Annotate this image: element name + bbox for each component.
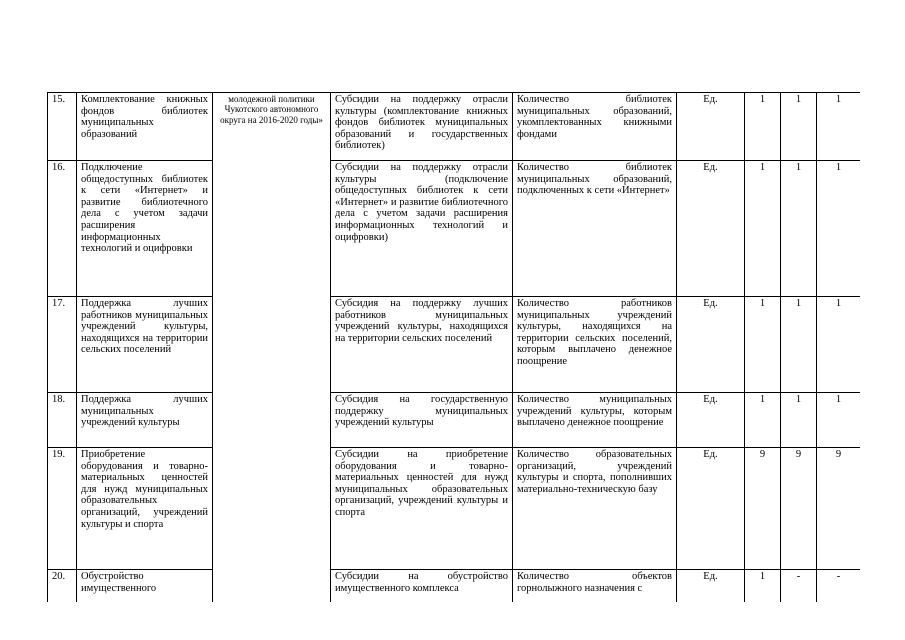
event-name: Обустройство имущественного xyxy=(77,570,213,603)
event-name: Поддержка лучших работников муниципальных учреждений культуры, находящихся на территории сельских поселений xyxy=(77,297,213,393)
indicator-name: Количество образовательных организаций, учреждений культуры и спорта, пополнивших материально-техническую базу xyxy=(513,448,677,570)
value-cell: 1 xyxy=(817,393,861,448)
value-cell: 1 xyxy=(781,393,817,448)
unit-cell: Ед. xyxy=(677,297,745,393)
row-number: 17. xyxy=(48,297,77,393)
event-name: Комплектование книжных фондов библиотек муниципальных образований xyxy=(77,93,213,161)
subsidy-name: Субсидии на обустройство имущественного комплекса xyxy=(331,570,513,603)
program-table xyxy=(47,92,860,602)
unit-cell: Ед. xyxy=(677,570,745,603)
row-number: 16. xyxy=(48,161,77,297)
event-name: Поддержка лучших муниципальных учреждений культуры xyxy=(77,393,213,448)
row-number: 15. xyxy=(48,93,77,161)
value-cell: 1 xyxy=(781,93,817,161)
subsidy-name: Субсидия на поддержку лучших работников муниципальных учреждений культуры, находящихся на территории сельских поселений xyxy=(331,297,513,393)
value-cell: 1 xyxy=(817,93,861,161)
value-cell: 9 xyxy=(817,448,861,570)
subsidy-name: Субсидии на поддержку отрасли культуры (комплектование книжных фондов библиотек муниципальных образований и государственных библиотек) xyxy=(331,93,513,161)
program-name: молодежной политики Чукотского автономного округа на 2016-2020 годы» xyxy=(213,93,331,603)
unit-cell: Ед. xyxy=(677,393,745,448)
indicator-name: Количество объектов горнолыжного назначения с xyxy=(513,570,677,603)
table-row xyxy=(48,161,861,297)
indicator-name: Количество муниципальных учреждений культуры, которым выплачено денежное поощрение xyxy=(513,393,677,448)
value-cell: 1 xyxy=(781,161,817,297)
indicator-name: Количество библиотек муниципальных образований, подключенных к сети «Интернет» xyxy=(513,161,677,297)
value-cell: 1 xyxy=(745,161,781,297)
indicator-name: Количество работников муниципальных учреждений культуры, находящихся на территории сельских поселений, которым выплачено денежное поощрение xyxy=(513,297,677,393)
event-name: Подключение общедоступных библиотек к сети «Интернет» и развитие библиотечного дела с учетом задачи расширения информационных технологий и оцифровки xyxy=(77,161,213,297)
value-cell: 9 xyxy=(745,448,781,570)
document-page xyxy=(47,92,860,602)
indicator-name: Количество библиотек муниципальных образований, укомплектованных книжными фондами xyxy=(513,93,677,161)
value-cell: 1 xyxy=(817,297,861,393)
row-number: 18. xyxy=(48,393,77,448)
value-cell: - xyxy=(817,570,861,603)
row-number: 20. xyxy=(48,570,77,603)
table-row xyxy=(48,393,861,448)
unit-cell: Ед. xyxy=(677,161,745,297)
row-number: 19. xyxy=(48,448,77,570)
table-row xyxy=(48,570,861,603)
value-cell: 1 xyxy=(745,393,781,448)
value-cell: - xyxy=(781,570,817,603)
table-row xyxy=(48,448,861,570)
value-cell: 1 xyxy=(781,297,817,393)
value-cell: 9 xyxy=(781,448,817,570)
value-cell: 1 xyxy=(745,297,781,393)
subsidy-name: Субсидии на приобретение оборудования и товарно-материальных ценностей для нужд муниципальных образовательных организаций, учреждений культуры и спорта xyxy=(331,448,513,570)
value-cell: 1 xyxy=(745,93,781,161)
unit-cell: Ед. xyxy=(677,448,745,570)
table-row xyxy=(48,93,861,161)
subsidy-name: Субсидии на поддержку отрасли культуры (подключение общедоступных библиотек к сети «Интернет» и развитие библиотечного дела с учетом задачи расширения информационных технологий и оцифровки) xyxy=(331,161,513,297)
table-row xyxy=(48,297,861,393)
value-cell: 1 xyxy=(745,570,781,603)
value-cell: 1 xyxy=(817,161,861,297)
event-name: Приобретение оборудования и товарно-материальных ценностей для нужд муниципальных образовательных организаций, учреждений культуры и спорта xyxy=(77,448,213,570)
unit-cell: Ед. xyxy=(677,93,745,161)
subsidy-name: Субсидия на государственную поддержку муниципальных учреждений культуры xyxy=(331,393,513,448)
